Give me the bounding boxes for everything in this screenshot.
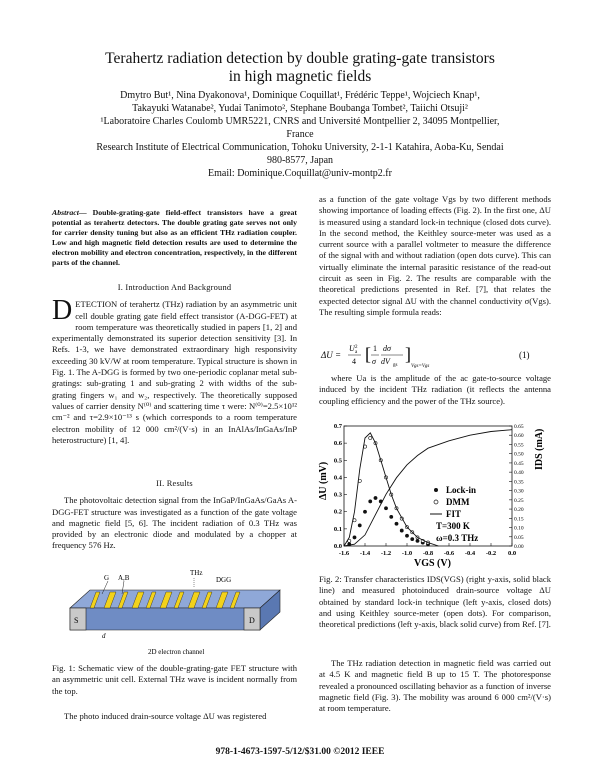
data-point-lock-in [416,539,419,542]
copyright-footer: 978-1-4673-1597-5/12/$31.00 ©2012 IEEE [215,747,385,757]
affiliation-1-country: France [286,129,314,140]
intro-paragraph: ETECTION of terahertz (THz) radiation by an asymmetric unit cell double grating gate field effect transistor (A-DGG-FET) at room temperature was theoretically studied in papers [1, 2] and experimentally demonstrated its superior detection sensitivity [3]. In Refs. 1-3, we have demonstrated extraordinary high responsivity exceeding 30 kV/W at room temperature. Typical structure is shown in Fig. 1. The A-DGG is formed by two one-periodic coplanar metal sub-gratings: sub-grating 1 and sub-grating 2 with widths of the sub-grating fingers w₁ and w₂, respectively. The theoretically supposed values of carrier density N⁽⁰⁾ and scattering time τ were: N⁽⁰⁾=2.5×10¹² cm⁻² and τ=2.9×10⁻¹³ s (which corresponds to a room temperature electron mobility of 12 000 cm²/(V·s) in an InAlAs/InGaAs/InP heterostructure) [1, 4]. [52,299,297,445]
data-point-lock-in [384,507,387,510]
data-point-lock-in [353,536,356,539]
data-point-lock-in [395,522,398,525]
data-point-lock-in [374,496,377,499]
y2-tick-label: 0.20 [514,507,524,514]
drop-cap: D [52,295,73,327]
label-thz: THz [190,569,203,577]
section-heading-introduction: I. Introduction And Background [117,283,232,292]
equation-formula [319,341,551,369]
abstract [52,208,297,268]
figure-1-schematic [60,568,285,660]
x-tick-label: 0.0 [507,550,517,557]
y-tick-label: 0.5 [333,457,342,465]
svg-text:σ: σ [372,357,376,366]
x-tick-label: -1.4 [359,550,371,557]
right-column-paragraph-2: where Ua is the amplitude of the ac gate-to-source voltage induced by the incident THz radiation (it reflects the antenna coupling efficiency and the power of the THz source). [319,373,551,406]
series-line-fit [344,433,439,546]
legend-dmm: DMM [446,497,470,507]
y2-tick-label: 0.25 [514,497,524,504]
plot-area [344,426,512,546]
x-axis-label: VGS (V) [414,558,451,569]
y-tick-label: 0.6 [333,440,342,448]
legend-marker-lockin [434,488,438,492]
series-line-ids [344,430,512,546]
y2-tick-label: 0.00 [514,544,524,550]
svg-text:gs: gs [393,363,398,368]
legend-lockin: Lock-in [446,485,477,495]
x-tick-label: -0.6 [443,550,455,557]
y2-tick-label: 0.55 [514,442,524,449]
chart-series [344,430,512,546]
svg-text:4: 4 [352,357,356,366]
svg-text:ΔU =: ΔU = [321,350,342,360]
label-ab: A,B [118,574,130,582]
y-tick-label: 0.0 [333,543,342,550]
y2-tick-label: 0.05 [514,534,524,541]
label-electron-channel: 2D electron channel [148,648,205,656]
y2-tick-label: 0.15 [514,516,524,523]
label-dimension: d [102,632,106,640]
y2-tick-label: 0.50 [514,451,524,458]
abstract-text: Double-grating-gate field-effect transistors have a great potential as terahertz detectors. The double grating gate serves not only for carrier density tuning but also as an efficient THz radiation coupler. Low and high magnetic field detection results are used to determine the electron mobility and electron concentration, respectively, in the different parts of the channel. [52,208,297,267]
annotation-frequency: ω=0.3 THz [436,533,479,543]
right-column-paragraph-1: as a function of the gate voltage Vgs by two different methods showing importance of loading effects (Fig. 2). In the first one, ΔU is measured using a standard lock-in technique (closed dots curve). In the second method, the Keithley source-meter was used as a current source with a parallel voltmeter to measure the difference of the signal with and without radiation (open dots curve). This can virtually eliminate the internal parasitic resistance of the read-out circuit as seen in Fig. 2. The results are comparable with the theoretical predictions presented in Ref. [7], that relates the expected detector signal ΔU with the channel conductivity σ(Vgs). The resulting simple formula reads: [319,194,551,317]
section-introduction [52,282,297,446]
abstract-label: Abstract— [52,208,87,217]
data-point-lock-in [400,529,403,532]
y-tick-label: 0.4 [333,474,342,482]
svg-text:dσ: dσ [383,344,391,353]
figure-1-caption: Fig. 1: Schematic view of the double-grating-gate FET structure with an asymmetric unit cell. External THz wave is incident normally from the top. [52,663,297,696]
y2-tick-label: 0.10 [514,525,524,532]
data-point-lock-in [390,515,393,518]
data-point-lock-in [411,538,414,541]
legend-fit: FIT [446,509,462,519]
y-axis-ticks [334,423,347,550]
data-point-lock-in [363,510,366,513]
svg-text:2: 2 [355,345,358,350]
data-point-lock-in [405,534,408,537]
paper-title [0,50,600,86]
author-block [40,89,560,180]
right-column-paragraph-3: The THz radiation detection in magnetic field was carried out at 4.5 K and magnetic field B up to 15 T. The photoresponse revealed a pronounced oscillating behavior as a function of inverse magnetic field (Fig. 3). The mobility was around 6 000 cm²/(V·s) at room temperature. [319,658,551,714]
section-results [52,478,297,552]
y2-tick-label: 0.60 [514,433,524,440]
data-point-lock-in [358,524,361,527]
x-tick-label: -1.0 [401,550,413,557]
svg-text:dV: dV [381,357,390,366]
data-point-dmm [369,436,372,439]
y2-axis-ticks [509,424,524,550]
author-names-2: Takayuki Watanabe², Yudai Tanimoto², Stephane Boubanga Tombet², Taiichi Otsuji² [132,103,468,114]
y-tick-label: 0.3 [333,491,342,499]
svg-text:]: ] [405,344,411,364]
equation-1 [319,341,551,369]
author-names-1: Dmytro But¹, Nina Dyakonova¹, Dominique Coquillat¹, Frédéric Teppe¹, Wojciech Knap¹, [120,90,480,101]
affiliation-2: Research Institute of Electrical Communication, Tohoku University, 2-1-1 Katahira, Aoba-Ku, Sendai [96,142,504,153]
legend-marker-dmm [434,500,438,504]
y-axis-label: ΔU (mV) [318,461,329,500]
chart-legend [430,485,478,543]
figure-2-chart [318,420,550,570]
contact-email: Email: Dominique.Coquillat@univ-montp2.fr [208,168,392,179]
y-tick-label: 0.1 [333,525,342,533]
affiliation-2-country: 980-8577, Japan [266,155,334,166]
y-tick-label: 0.2 [333,508,342,516]
label-source: S [74,616,79,625]
svg-text:[: [ [365,344,371,364]
label-drain: D [249,616,255,625]
annotation-temperature: T=300 K [436,521,470,531]
y2-axis-label: IDS (mA) [534,428,545,470]
x-tick-label: -1.2 [380,550,392,557]
data-point-lock-in [369,500,372,503]
y2-tick-label: 0.30 [514,488,524,495]
y2-tick-label: 0.40 [514,470,524,477]
y-tick-label: 0.7 [333,423,342,430]
svg-text:1: 1 [373,344,377,353]
x-tick-label: -0.4 [464,550,476,557]
x-tick-label: -0.8 [422,550,434,557]
left-column-tail: The photo induced drain-source voltage ΔU was registered [64,711,267,721]
y2-tick-label: 0.65 [514,424,524,430]
title-line-1: Terahertz radiation detection by double grating-gate transistors [105,50,495,67]
svg-text:U: U [349,344,355,353]
substrate-front-face [70,608,260,630]
svg-text:Vgs=Vgs: Vgs=Vgs [411,364,430,369]
x-tick-label: -1.6 [338,550,350,557]
y2-tick-label: 0.35 [514,479,524,486]
x-tick-label: -0.2 [485,550,497,557]
svg-text:a: a [355,350,358,355]
label-g: G [104,574,110,582]
affiliation-1: ¹Laboratoire Charles Coulomb UMR5221, CNRS and Université Montpellier 2, 34095 Montpellier, [100,116,500,127]
y2-tick-label: 0.45 [514,460,524,467]
equation-number: (1) [519,350,530,360]
title-line-2: in high magnetic fields [228,68,372,85]
figure-2-caption: Fig. 2: Transfer characteristics IDS(VGS) (right y-axis, solid black line) and measured photoinduced drain-source voltage ΔU obtained by standard lock-in technique (left y-axis, closed dots) and using Keithley source-meter (open dots). For comparison, theoretical predictions (left y-axis, black solid curve) from Ref. [7]. [319,574,551,630]
results-paragraph: The photovoltaic detection signal from the InGaP/InGaAs/GaAs A-DGG-FET structure was investigated as a function of the gate voltage and magnetic field [5, 6]. The incident radiation of 0.3 THz was provided by an electronic diode and modulated by a chopper at frequency 576 Hz. [52,495,297,551]
label-dgg: DGG [216,576,232,584]
section-heading-results: II. Results [156,479,193,488]
